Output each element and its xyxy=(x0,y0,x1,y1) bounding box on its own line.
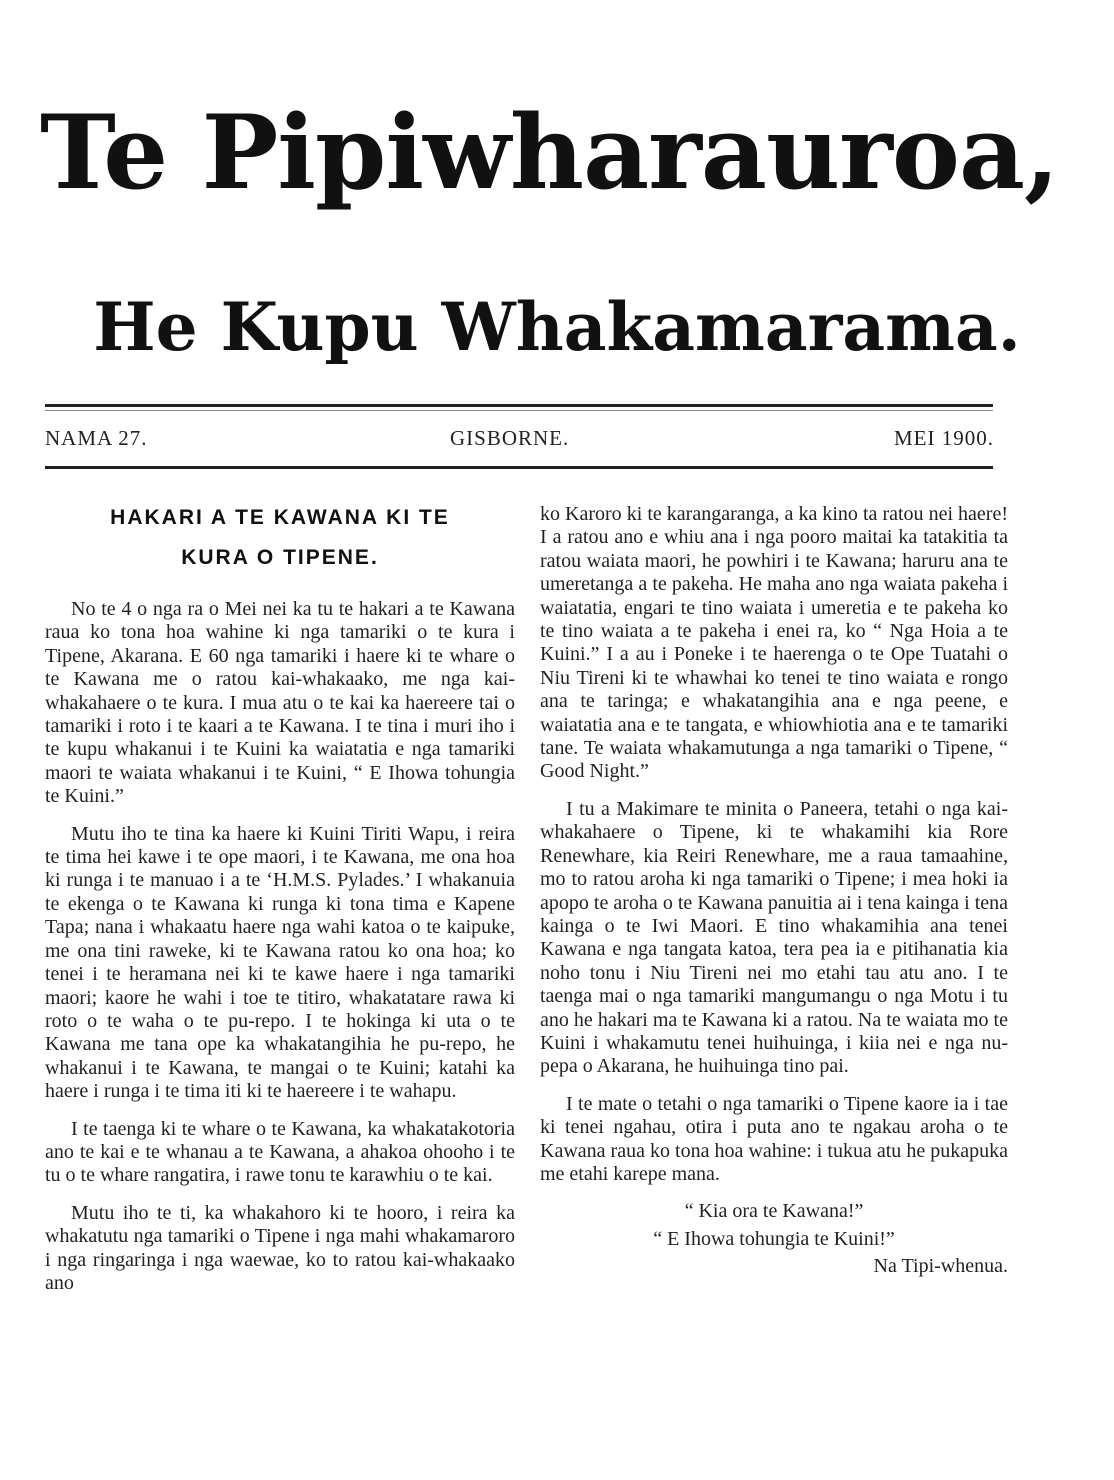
issue-number: NAMA 27. xyxy=(45,426,148,450)
closing-line: “ E Ihowa tohungia te Kuini!” xyxy=(653,1227,895,1250)
top-rule xyxy=(45,404,993,407)
place-name: GISBORNE. xyxy=(450,426,570,450)
article-paragraph: No te 4 o nga ra o Mei nei ka tu te hakari a te Kawana raua ko tona hoa wahine ki nga tamariki o te kura i Tipene, Akarana. E 60 nga tamariki i haere ki te whare o te Kawana me o ratou kai-whakaako, me nga kai-whakahaere o te kura. I mua atu o te kai ka haereere tai o tamariki i roto i te kaari a te Kawana. I te tina i muri iho i te kupu whakanui i te Kuini ka waiatatia e nga tamariki maori te waiata whakanui i te Kuini, “ E Ihowa tohungia te Kuini.” xyxy=(45,598,515,808)
article-paragraph: I te mate o tetahi o nga tamariki o Tipene kaore ia i tae ki tenei ngahau, otira i puta ano te ngakau aroha o te Kawana raua ko tona hoa wahine: i tukua atu he pukapuka me etahi karepe mana. xyxy=(540,1092,1008,1185)
article-paragraph: I te taenga ki te whare o te Kawana, ka whakatakotoria ano te kai e te whanau a te Kawana, a ahakoa ohooho i te tu o te whare rangatira, i rawe tonu te karawhiu o te kai. xyxy=(45,1117,515,1187)
left-column xyxy=(45,498,515,1309)
masthead-subtitle: He Kupu Whakamarama. xyxy=(93,288,1021,366)
headline-line-1: HAKARI A TE KAWANA KI TE xyxy=(110,506,450,529)
bottom-rule xyxy=(45,466,993,469)
article-paragraph: ko Karoro ki te karangaranga, a ka kino ta ratou nei haere! I a ratou ano e whiu ana i nga pooro maitai ka tatakitia ta ratou waiata maori, he powhiri i te Kawana; haruru ana te umeretanga a te pakeha. He maha ano nga waiata pakeha i waiatatia, engari te tino waiata i umeretia e te pakeha ko te tino waiata a te pakeha i enei ra, ko “ Nga Hoia a te Kuini.” I a au i Poneke i te haerenga o te Ope Tuatahi o Niu Tireni ki te whawhai ko tenei te tino waiata e rongo ana te taringa; e whakatangihia ana e nga peene, e waiatatia ana e te tangata, e whiowhiotia ana e te tamariki tane. Te waiata whakamutunga a nga tamariki o Tipene, “ Good Night.” xyxy=(540,503,1008,783)
signature: Na Tipi-whenua. xyxy=(873,1255,1008,1278)
masthead-title: Te Pipiwharauroa, xyxy=(40,93,1059,213)
headline-line-2: KURA O TIPENE. xyxy=(181,546,379,569)
article-paragraph: Mutu iho te tina ka haere ki Kuini Tiriti Wapu, i reira te tima hei kawe i te ope maori, i te Kawana, me ona hoa ki runga i te manuao i a te ‘H.M.S. Pylades.’ I whakanuia te ekenga o te Kawana ki runga ki tona tima e Kapene Tapa; nana i whakaatu haere nga wahi katoa o te kaipuke, me ona tini raweke, ki te Kawana ratou ko ona hoa; ko tenei i te heramana nei ki te kawe haere i nga tamariki maori; kaore he wahi i toe te titiro, whakatatare rawa ki roto o te waha o te pu-repo. I te hokinga ki uta o te Kawana me tana ope ka whakatangihia he pu-repo, he whakanui i te Kawana, te mangai o te Kuini; katahi ka haere i runga i te tima iti ki te haereere i te wahapu. xyxy=(45,822,515,1103)
article-headline xyxy=(45,498,515,578)
closing-line: “ Kia ora te Kawana!” xyxy=(684,1200,864,1223)
article-paragraph: I tu a Makimare te minita o Paneera, tetahi o nga kai-whakahaere o Tipene, ki te whakamihi kia Rore Renewhare, kia Reiri Renewhare, me a raua tamaahine, mo to ratou aroha ki nga tamariki o Tipene; i mea hoki ia apopo te aroha o te Kawana panuitia ai i tena kainga i tena kainga o te Iwi Maori. E tino whakamihia ana tenei Kawana e nga tangata katoa, tera pea ia e pitihanatia kia noho tonu i Niu Tireni nei mo etahi tau atu ano. I te taenga mai o nga tamariki mangumangu o nga Motu i tu ano he hakari ma te Kawana ki a ratou. Na te waiata mo te Kuini i whakamutu tenei huihuinga, i kiia nei e nga nu-pepa o Akarana, he huihuinga tino pai. xyxy=(540,797,1008,1078)
issue-date: MEI 1900. xyxy=(894,426,994,450)
article-paragraph: Mutu iho te ti, ka whakahoro ki te hooro, i reira ka whakatutu nga tamariki o Tipene i nga mahi whakamaroro i nga ringaringa i nga waewae, ko to ratou kai-whakaako ano xyxy=(45,1201,515,1294)
top-rule-thin xyxy=(45,410,993,411)
right-column xyxy=(540,503,1008,1279)
